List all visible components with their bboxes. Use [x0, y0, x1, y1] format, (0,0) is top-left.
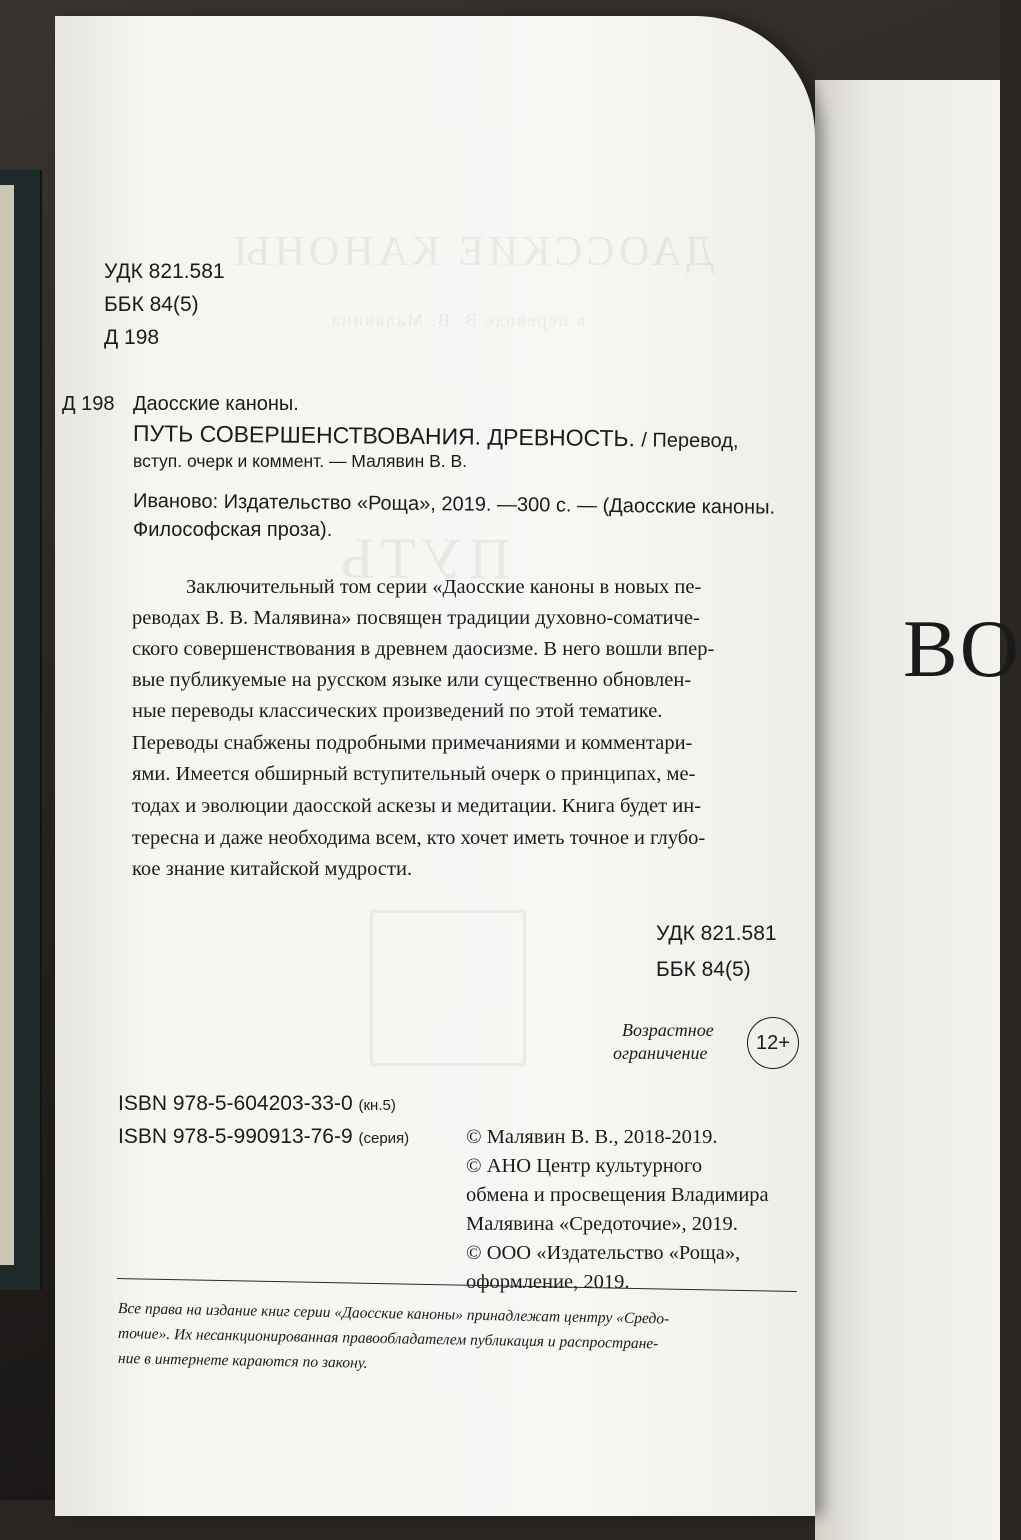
isbn-series: [118, 1125, 409, 1149]
header-author-mark: Д 198: [104, 326, 160, 349]
citation-imprint-line1: Иваново: Издательство «Роща», 2019. —300 с. — (Даосские каноны.: [132, 490, 776, 519]
isbn-series-number: ISBN 978-5-990913-76-9: [118, 1125, 353, 1148]
abstract-line: тересна и даже необходима всем, кто хочет иметь точное и глубо-: [132, 827, 706, 849]
citation-credits: вступ. очерк и коммент. — Малявин В. В.: [133, 451, 468, 471]
right-page-heading: ВО: [903, 603, 1021, 694]
abstract-line: вые публикуемые на русском языке или существенно обновлен-: [132, 669, 692, 691]
copyright-line: оформление, 2019.: [466, 1271, 630, 1293]
abstract-line: ные переводы классических произведений по этой тематике.: [132, 700, 663, 722]
citation-title-main: ПУТЬ СОВЕРШЕНСТВОВАНИЯ. ДРЕВНОСТЬ.: [132, 420, 636, 452]
copyright-line: © Малявин В. В., 2018-2019.: [466, 1126, 718, 1148]
rights-notice-line: ние в интернете караются по закону.: [117, 1350, 368, 1372]
abstract-line: ского совершенствования в древнем даосизме. В него вошли впер-: [132, 638, 715, 660]
abstract-line: реводах В. В. Малявина» посвящен традиции духовно-соматиче-: [132, 607, 700, 629]
citation-mark: Д 198: [62, 393, 115, 415]
rights-notice-line: точие». Их несанкционированная правообладателем публикация и распростране-: [117, 1325, 659, 1353]
header-udk: УДК 821.581: [104, 260, 225, 283]
show-through-heading: ПУТЬ: [335, 526, 511, 591]
age-rating-badge: [747, 1017, 799, 1069]
rights-notice-line: Все права на издание книг серии «Даосские каноны» принадлежат центру «Средо-: [117, 1300, 670, 1328]
show-through-title: ДАОССКИЕ КАНОНЫ: [230, 229, 715, 275]
citation-title-suffix: / Перевод,: [641, 429, 739, 453]
abstract-line: ями. Имеется обширный вступительный очерк о принципах, ме-: [132, 763, 696, 785]
citation-imprint-line2: Философская проза).: [133, 519, 333, 541]
age-rating-value: 12+: [756, 1031, 790, 1054]
book-page-edge: [0, 185, 14, 1265]
age-rating-label-line2: ограничение: [613, 1043, 708, 1063]
isbn-volume-note: (кн.5): [358, 1097, 396, 1114]
show-through-subtitle: в переводе В. В. Малявина: [330, 310, 586, 330]
abstract-line: Переводы снабжены подробными примечаниями и комментари-: [132, 732, 693, 754]
footer-bbk: ББК 84(5): [656, 958, 751, 981]
copyright-line: © ООО «Издательство «Роща»,: [466, 1242, 741, 1264]
isbn-volume: [118, 1092, 396, 1116]
footer-udk: УДК 821.581: [656, 922, 777, 945]
abstract-line: кое знание китайской мудрости.: [132, 858, 413, 880]
age-rating-label-line1: Возрастное: [622, 1020, 714, 1040]
citation-series: Даосские каноны.: [133, 393, 299, 415]
isbn-volume-number: ISBN 978-5-604203-33-0: [118, 1092, 353, 1115]
copyright-line: обмена и просвещения Владимира: [466, 1184, 769, 1206]
copyright-line: © АНО Центр культурного: [466, 1155, 703, 1177]
right-page: [815, 80, 1021, 1540]
show-through-seal: [370, 910, 526, 1066]
isbn-series-note: (серия): [358, 1130, 410, 1147]
header-bbk: ББК 84(5): [104, 293, 199, 316]
abstract-line: Заключительный том серии «Даосские каноны в новых пе-: [186, 576, 702, 598]
copyright-line: Малявина «Средоточие», 2019.: [466, 1213, 738, 1235]
abstract-line: тодах и эволюции даосской аскезы и медитации. Книга будет ин-: [132, 795, 701, 817]
